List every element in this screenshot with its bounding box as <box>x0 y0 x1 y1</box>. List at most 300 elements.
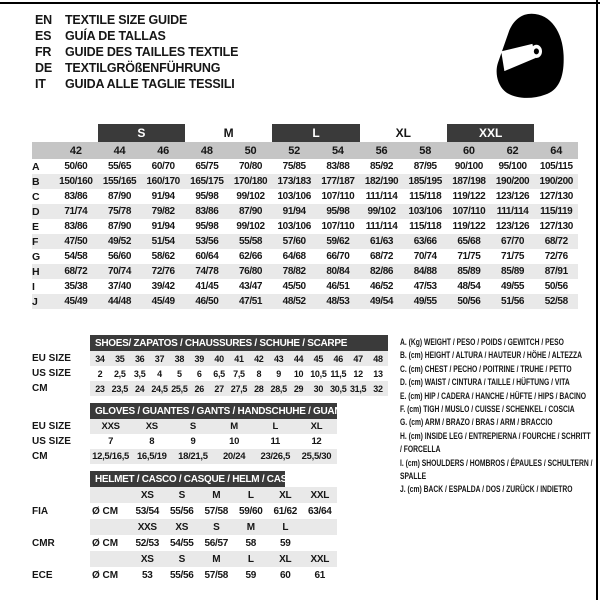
group-gap <box>534 124 578 142</box>
measure-value: 99/102 <box>236 221 265 232</box>
size-value: 12 <box>353 368 363 379</box>
measure-value: 68/72 <box>370 251 394 262</box>
size-value: 6,5 <box>213 368 225 379</box>
size-group-row <box>32 124 578 142</box>
measure-value: 47/53 <box>413 281 437 292</box>
size-row <box>32 366 388 381</box>
size-value: 46 <box>333 353 343 364</box>
language-code: DE <box>35 61 52 75</box>
size-value: 36 <box>134 353 145 364</box>
size-number-row <box>32 142 578 159</box>
measure-value: 95/98 <box>195 221 219 232</box>
helmet-value-row <box>32 503 337 519</box>
size-value: 9 <box>190 436 196 447</box>
legend-item: J. (cm) BACK / ESPALDA / DOS / ZURÜCK / INDIETRO <box>400 484 573 495</box>
helmet-size: M <box>246 521 255 533</box>
measure-value: 115/118 <box>409 191 442 202</box>
size-value: 45 <box>313 353 324 364</box>
textile-size-table <box>32 124 578 309</box>
legend-item: E. (cm) HIP / CADERA / HANCHE / HÜFTE / HIPS / BACINO <box>400 390 587 401</box>
size-value: 48 <box>373 353 383 364</box>
measure-value: 127/130 <box>539 191 573 202</box>
size-value: 31,5 <box>349 383 367 394</box>
helmet-value-row <box>32 567 337 583</box>
size-value: 39 <box>194 353 204 364</box>
shoes-table <box>32 335 388 396</box>
measure-value: 62/66 <box>239 251 263 262</box>
measure-value: 123/126 <box>495 221 530 232</box>
measure-value: 99/102 <box>236 191 265 202</box>
measure-value: 74/78 <box>195 266 219 277</box>
language-title-list <box>35 12 238 92</box>
legend-item: D. (cm) WAIST / CINTURA / TAILLE / HÜFTUNG / VITA <box>400 377 570 388</box>
measure-value: 150/160 <box>59 176 93 187</box>
measure-value: 85/89 <box>457 266 481 277</box>
size-value: 23 <box>95 383 105 394</box>
measure-value: 59/62 <box>326 236 350 247</box>
measure-value: 66/70 <box>326 251 350 262</box>
measure-value: 37/40 <box>107 281 132 292</box>
helmet-size: XS <box>175 521 189 533</box>
measure-value: 91/94 <box>151 191 175 202</box>
unit-spacer <box>90 487 130 503</box>
measure-value: 78/82 <box>282 266 306 277</box>
value-band <box>90 366 388 381</box>
row-label: CM <box>32 451 48 462</box>
size-band <box>90 519 337 535</box>
measure-value: 65/68 <box>457 236 481 247</box>
size-value: 5 <box>177 368 182 379</box>
size-row <box>32 449 337 464</box>
unit-spacer <box>90 519 130 535</box>
measure-value: 43/47 <box>239 281 263 292</box>
measure-value: 170/180 <box>233 176 268 187</box>
helmet-size: M <box>212 553 221 565</box>
size-value: 25,5 <box>171 383 188 394</box>
size-value: 8 <box>149 436 155 447</box>
measure-value: 83/86 <box>195 206 219 217</box>
group-gap <box>54 124 98 142</box>
measure-value: 48/53 <box>326 296 350 307</box>
column-header: 54 <box>331 144 344 157</box>
measure-value: 111/114 <box>365 221 398 232</box>
helmet-value: 52/53 <box>135 537 160 549</box>
size-value: L <box>272 421 279 432</box>
size-value: 25,5/30 <box>301 451 332 462</box>
measure-row <box>32 189 578 204</box>
size-group-s: S <box>98 124 185 142</box>
helmet-size: S <box>178 489 185 501</box>
helmet-value: 53/54 <box>135 505 160 517</box>
size-value: 12,5/16,5 <box>92 451 130 462</box>
page-top-border <box>0 2 600 4</box>
measure-value: 71/75 <box>501 251 525 262</box>
row-label: CMR <box>32 537 55 549</box>
measure-value: 68/72 <box>544 236 568 247</box>
helmet-size: L <box>247 553 254 565</box>
measure-value: 47/50 <box>64 236 88 247</box>
measure-value: 105/115 <box>539 161 573 172</box>
gloves-table-title: GLOVES / GUANTES / GANTS / HANDSCHUHE / GUANTI <box>90 403 337 419</box>
row-label: A <box>32 160 40 173</box>
size-value: 32 <box>373 383 383 394</box>
size-value: 44 <box>293 353 304 364</box>
measure-value: 190/200 <box>539 176 573 187</box>
size-value: XS <box>145 421 158 432</box>
size-group-xl: XL <box>395 126 411 140</box>
language-title: TEXTILGRÖßENFÜHRUNG <box>65 61 221 75</box>
measure-value: 65/75 <box>195 161 219 172</box>
column-header: 50 <box>244 144 257 157</box>
measure-value: 103/106 <box>277 221 311 232</box>
measure-value: 83/86 <box>64 191 88 202</box>
shoes-table-title: SHOES/ ZAPATOS / CHAUSSURES / SCHUHE / SCARPE <box>90 335 388 351</box>
row-label: C <box>32 190 40 203</box>
measure-value: 76/80 <box>239 266 263 277</box>
measure-value: 63/66 <box>413 236 437 247</box>
size-value: 42 <box>254 353 264 364</box>
value-band <box>90 535 337 551</box>
measure-value: 82/86 <box>370 266 394 277</box>
measure-value: 83/86 <box>64 221 88 232</box>
column-header: 56 <box>375 144 388 157</box>
size-value: 30 <box>313 383 324 394</box>
column-header: 44 <box>113 144 126 157</box>
measure-value: 84/88 <box>413 266 437 277</box>
measure-value: 119/122 <box>452 191 486 202</box>
racing-helmet-icon <box>486 10 566 104</box>
helmet-size: XL <box>279 489 292 501</box>
measure-value: 85/92 <box>370 161 394 172</box>
helmet-value <box>303 535 338 551</box>
row-label <box>32 519 90 535</box>
helmet-size: S <box>178 553 185 565</box>
measure-value: 111/114 <box>365 191 398 202</box>
size-value: 18/21,5 <box>178 451 208 462</box>
size-value: 9 <box>276 368 282 379</box>
measure-row <box>32 159 578 174</box>
measure-value: 95/98 <box>195 191 219 202</box>
language-title: GUIDE DES TAILLES TEXTILE <box>65 45 239 59</box>
helmet-table-title: HELMET / CASCO / CASQUE / HELM / CASCO <box>90 471 285 487</box>
language-code: EN <box>35 13 52 27</box>
size-value: 27,5 <box>230 383 248 394</box>
helmet-size: L <box>282 521 289 533</box>
measure-row <box>32 264 578 279</box>
measure-value: 48/52 <box>282 296 306 307</box>
size-value: 12 <box>311 436 322 447</box>
language-code: FR <box>35 45 52 59</box>
row-label: G <box>32 250 41 263</box>
measure-value: 91/94 <box>282 206 306 217</box>
size-group-l: L <box>272 124 359 142</box>
helmet-size: S <box>213 521 220 533</box>
row-label: US SIZE <box>32 368 71 379</box>
size-value: 20/24 <box>222 451 246 462</box>
size-value: 3,5 <box>133 368 146 379</box>
measure-value: 46/50 <box>195 296 219 307</box>
helmet-value: 56/57 <box>204 537 229 549</box>
helmet-value: 55/56 <box>169 569 194 581</box>
value-band <box>90 381 388 396</box>
measure-value: 50/56 <box>544 281 568 292</box>
helmet-size: XXS <box>137 521 157 533</box>
measure-value: 71/74 <box>64 206 88 217</box>
helmet-table <box>32 471 337 583</box>
measure-row <box>32 219 578 234</box>
measure-value: 49/55 <box>501 281 525 292</box>
measure-value: 35/38 <box>64 281 88 292</box>
measure-value: 173/183 <box>277 176 311 187</box>
row-label: US SIZE <box>32 436 71 447</box>
diameter-unit: Ø CM <box>92 537 119 549</box>
size-value: 10,5 <box>310 368 327 379</box>
measure-value: 87/90 <box>107 221 132 232</box>
size-value: 41 <box>234 353 244 364</box>
measure-value: 52/58 <box>544 296 568 307</box>
size-value: XXS <box>101 421 120 432</box>
size-value: 6 <box>196 368 202 379</box>
measure-value: 79/82 <box>151 206 175 217</box>
measure-value: 50/60 <box>64 161 88 172</box>
legend-item: I. (cm) SHOULDERS / HOMBROS / ÉPAULES / SCHULTERN / SPALLE <box>400 457 593 482</box>
row-label: EU SIZE <box>32 353 71 364</box>
column-header: 60 <box>462 144 475 157</box>
row-label: FIA <box>32 505 49 517</box>
measure-value: 47/51 <box>239 296 263 307</box>
measure-value: 119/122 <box>452 221 486 232</box>
measure-row <box>32 234 578 249</box>
helmet-value: 61 <box>314 569 326 581</box>
measure-value: 103/106 <box>277 191 311 202</box>
measure-value: 80/84 <box>326 266 350 277</box>
legend-item: H. (cm) INSIDE LEG / ENTREPIERNA / FOURCHE / SCHRITT / FORCELLA <box>400 430 591 455</box>
measure-value: 64/68 <box>282 251 306 262</box>
measure-row <box>32 279 578 294</box>
value-band <box>90 503 337 519</box>
size-value: 23/26,5 <box>260 451 291 462</box>
size-value: 24 <box>134 383 145 394</box>
row-label: EU SIZE <box>32 421 71 432</box>
measure-value: 83/88 <box>326 161 350 172</box>
column-header: 42 <box>69 144 82 157</box>
measure-value: 39/42 <box>151 281 175 292</box>
measure-value: 50/56 <box>457 296 481 307</box>
value-band <box>90 567 337 583</box>
textile-table-body <box>32 159 578 309</box>
helmet-value: 55/56 <box>169 505 194 517</box>
size-value: 8 <box>256 368 262 379</box>
helmet-value: 59/60 <box>238 505 263 517</box>
legend <box>400 336 594 497</box>
size-row <box>32 434 337 449</box>
value-band <box>90 351 388 366</box>
measure-value: 49/52 <box>107 236 132 247</box>
helmet-size: XL <box>279 553 292 565</box>
row-label <box>32 487 90 503</box>
language-code: ES <box>35 29 52 43</box>
measure-value: 160/170 <box>146 176 180 187</box>
measure-value: 75/78 <box>107 206 132 217</box>
row-label: ECE <box>32 569 53 581</box>
helmet-size: XS <box>140 553 154 565</box>
measure-value: 107/110 <box>321 221 355 232</box>
measure-value: 190/200 <box>495 176 530 187</box>
measure-value: 165/175 <box>190 176 224 187</box>
measure-value: 70/74 <box>107 266 132 277</box>
measure-value: 107/110 <box>321 191 355 202</box>
measure-value: 45/49 <box>151 296 175 307</box>
helmet-size-row <box>32 487 337 503</box>
language-row <box>35 44 238 60</box>
measure-value: 61/63 <box>370 236 394 247</box>
measure-value: 55/58 <box>239 236 263 247</box>
measure-value: 41/45 <box>195 281 219 292</box>
measure-value: 68/72 <box>64 266 88 277</box>
size-value: 40 <box>214 353 224 364</box>
value-band <box>90 449 337 464</box>
row-label: B <box>32 175 40 188</box>
gloves-table <box>32 403 350 464</box>
legend-item: B. (cm) HEIGHT / ALTURA / HAUTEUR / HÖHE / ALTEZZA <box>400 350 583 361</box>
diameter-unit: Ø CM <box>92 569 119 581</box>
measure-value: 87/90 <box>107 191 132 202</box>
measure-value: 55/65 <box>107 161 132 172</box>
size-band <box>90 551 337 567</box>
measure-value: 75/85 <box>282 161 306 172</box>
size-value: 37 <box>154 353 165 364</box>
measure-value: 85/89 <box>501 266 525 277</box>
size-group-m: M <box>223 126 234 140</box>
size-value: 2,5 <box>113 368 126 379</box>
helmet-value-row <box>32 535 337 551</box>
language-row <box>35 12 238 28</box>
unit-spacer <box>90 551 130 567</box>
helmet-size: XXL <box>310 553 330 565</box>
helmet-value: 59 <box>279 537 291 549</box>
row-label: J <box>32 295 38 308</box>
size-value: 11,5 <box>330 368 347 379</box>
measure-value: 70/80 <box>239 161 263 172</box>
measure-value: 49/55 <box>413 296 437 307</box>
language-title: TEXTILE SIZE GUIDE <box>65 13 188 27</box>
helmet-value: 63/64 <box>307 505 332 517</box>
measure-value: 91/94 <box>151 221 175 232</box>
helmet-value: 57/58 <box>204 569 229 581</box>
size-value: 7,5 <box>233 368 245 379</box>
measure-value: 95/100 <box>498 161 527 172</box>
measure-value: 54/58 <box>64 251 88 262</box>
row-label: H <box>32 265 40 278</box>
value-band <box>90 419 337 434</box>
size-value: 23,5 <box>111 383 128 394</box>
size-value: 4 <box>157 368 162 379</box>
column-header: 52 <box>288 144 301 157</box>
size-value: 24,5 <box>151 383 168 394</box>
size-group-xxl: XXL <box>447 124 534 142</box>
row-label: D <box>32 205 40 218</box>
size-value: 29 <box>293 383 304 394</box>
measure-row <box>32 204 578 219</box>
measure-value: 58/62 <box>151 251 175 262</box>
measure-value: 185/195 <box>408 176 442 187</box>
group-spacer <box>32 124 54 142</box>
column-header: 48 <box>200 144 213 157</box>
measure-value: 72/76 <box>151 266 175 277</box>
measure-value: 115/119 <box>540 206 573 217</box>
measure-value: 67/70 <box>501 236 525 247</box>
helmet-size: L <box>247 489 254 501</box>
size-value: XL <box>310 421 323 432</box>
size-value: 13 <box>373 368 383 379</box>
legend-item: C. (cm) CHEST / PECHO / POITRINE / TRUHE / PETTO <box>400 363 572 374</box>
measure-value: 45/50 <box>282 281 306 292</box>
measure-value: 70/74 <box>413 251 437 262</box>
size-value: 11 <box>270 436 280 447</box>
measure-value: 44/48 <box>107 296 132 307</box>
helmet-size <box>303 519 338 535</box>
helmet-size-row <box>32 551 337 567</box>
helmet-value: 54/55 <box>169 537 194 549</box>
size-value: 26 <box>194 383 204 394</box>
measure-value: 45/49 <box>64 296 88 307</box>
helmet-value: 61/62 <box>273 505 298 517</box>
size-value: M <box>230 421 238 432</box>
legend-item: G. (cm) ARM / BRAZO / BRAS / ARM / BRACCIO <box>400 417 553 428</box>
language-title: GUÍA DE TALLAS <box>65 29 166 43</box>
measure-value: 53/56 <box>195 236 219 247</box>
row-label: E <box>32 220 40 233</box>
measure-value: 51/56 <box>501 296 525 307</box>
column-header: 62 <box>506 144 519 157</box>
row-label: F <box>32 235 39 248</box>
size-row <box>32 351 388 366</box>
value-band <box>90 434 337 449</box>
size-band <box>90 487 337 503</box>
measure-value: 155/165 <box>102 176 137 187</box>
measure-row <box>32 294 578 309</box>
measure-value: 107/110 <box>452 206 486 217</box>
measure-value: 90/100 <box>454 161 483 172</box>
measure-value: 187/198 <box>452 176 486 187</box>
helmet-size-row <box>32 519 337 535</box>
row-label: CM <box>32 383 48 394</box>
measure-value: 57/60 <box>282 236 306 247</box>
row-label: I <box>32 280 35 293</box>
measure-value: 177/187 <box>321 176 355 187</box>
helmet-value: 60 <box>279 569 291 581</box>
diameter-unit: Ø CM <box>92 505 119 517</box>
measure-row <box>32 174 578 189</box>
measure-value: 99/102 <box>367 206 396 217</box>
size-value: 2 <box>97 368 103 379</box>
measure-value: 182/190 <box>364 176 399 187</box>
measure-value: 103/106 <box>408 206 442 217</box>
size-value: 10 <box>293 368 304 379</box>
measure-row <box>32 249 578 264</box>
measure-value: 71/75 <box>457 251 481 262</box>
size-row <box>32 381 388 396</box>
size-value: 35 <box>115 353 125 364</box>
size-value: 28,5 <box>270 383 287 394</box>
measure-value: 111/114 <box>496 206 529 217</box>
size-value: 10 <box>229 436 240 447</box>
size-value: 47 <box>353 353 363 364</box>
measure-value: 127/130 <box>539 221 573 232</box>
measure-value: 46/52 <box>370 281 394 292</box>
size-value: 28 <box>254 383 264 394</box>
size-value: 43 <box>273 353 284 364</box>
